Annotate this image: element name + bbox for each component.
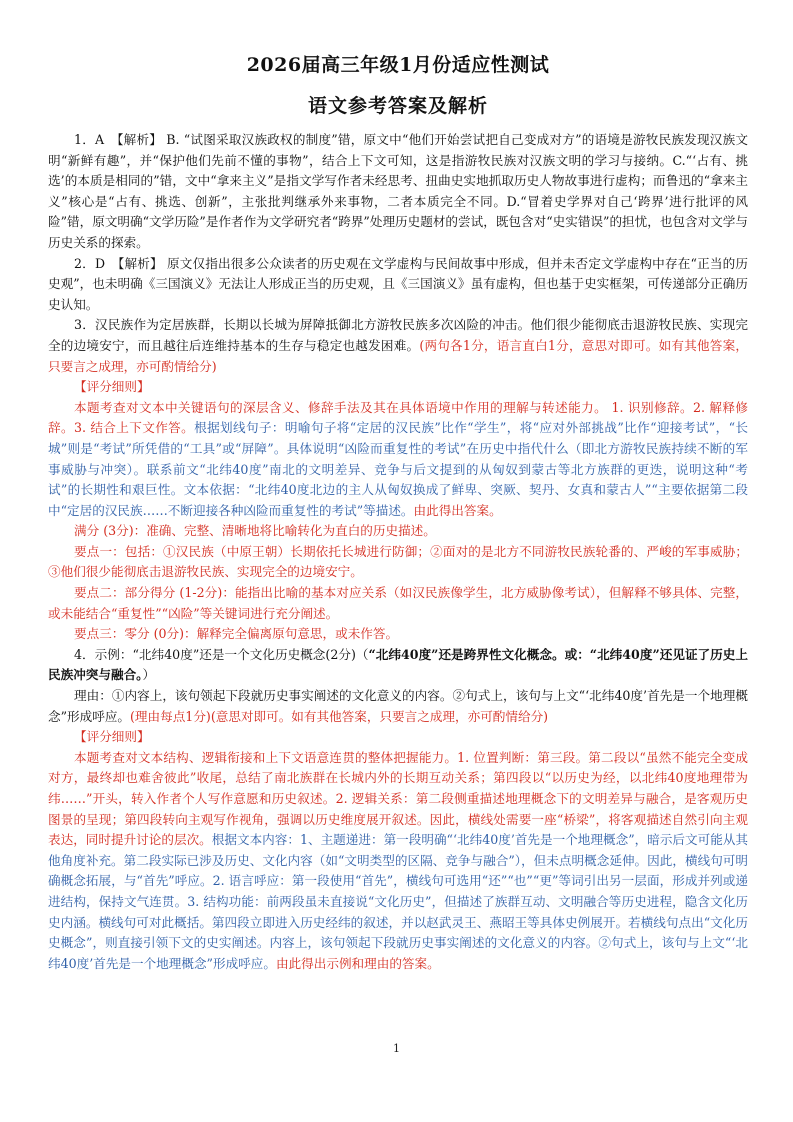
question-2-analysis: 原文仅指出很多公众读者的历史观在文学虚构与民间故事中形成，但并未否定文学虚构中存在“正当的历史观”，也未明确《三国演义》无法让人形成正当的历史观，且《三国演义》虽有虚构，但也基于史实框架，可传递部分正确历史认知。: [48, 255, 748, 312]
question-2-paragraph: [48, 254, 748, 316]
question-4-rubric-intro: 本题考查对文本结构、逻辑衔接和上下文语意连贯的整体把握能力。1. 位置判断：第三段。第二段以“虽然不能完全变成对方，最终却也难舍彼此”收尾，总结了南北族群在长城内外的长期互动关系；第四段以“以历史为经，以北纬40度地理带为纬……”开头，转入作者个人写作意愿和历史叙述。2. 逻辑关系：第二段侧重描述地理概念下的文明差异与融合，是客观历史图景的呈现；第四段转向主观写作视角，强调以历史维度展开叙述。因此，横线处需要一座“桥梁”，将客观描述自然引向主观表达，同时提升讨论的层次。: [48, 749, 748, 848]
document-page: [48, 50, 748, 974]
question-3-rubric-detail: [48, 398, 748, 522]
question-4-alternative: “北纬40度”还是跨界性文化概念。或：“北纬40度”还见证了历史上民族冲突与融合。: [48, 646, 748, 683]
question-4-reason-note: (理由每点1分)(意思对即可。如有其他答案，只要言之成理，亦可酌情给分): [130, 708, 549, 724]
question-3-full-score: 满分 (3分)：准确、完整、清晰地将比喻转化为直白的历史描述。: [74, 523, 436, 539]
question-3-scoring-note: (两句各1分，语言直白1分，意思对即可。如有其他答案，只要言之成理，亦可酌情给分): [48, 337, 748, 374]
question-2-number: 2．D 【解析】: [74, 255, 163, 271]
question-4-rubric-detail: [48, 748, 748, 975]
question-1-paragraph: [48, 130, 748, 254]
question-3-rubric-analysis: 根据划线句子：明喻句子将“定居的汉民族”比作“学生”，将“应对外部挑战”比作“迎接考试”，“长城”则是“考试”所凭借的“工具”或“屏障”。具体说明“凶险而重复性的考试”在历史中指代什么（即北方游牧民族持续不断的军事威胁与冲突）。联系前文“北纬40度”南北的文明差异、竞争与后文提到的从匈奴到蒙古等北方族群的更迭，说明这种“考试”的长期性和艰巨性。文本依据：“北纬40度北边的主人从匈奴换成了鲜卑、突厥、契丹、女真和蒙古人”“主要依据第二段中“定居的汉民族……不断迎接各种凶险而重复性的考试”等描述。: [48, 420, 748, 518]
question-3-answer: 3．汉民族作为定居族群，长期以长城为屏障抵御北方游牧民族多次凶险的冲击。他们很少能彻底击退游牧民族、实现完全的边境安宁，而且越往后连维持基本的生存与稳定也越发困难。: [48, 317, 748, 353]
question-4-rubric-conclusion: 由此得出示例和理由的答案。: [275, 955, 440, 971]
question-3-rubric-heading: [48, 377, 748, 398]
question-3-rubric-intro: 本题考查对文本中关键语句的深层含义、修辞手法及其在具体语境中作用的理解与转述能力。 1. 识别修辞。2. 解释修辞。3. 结合上下文作答。: [48, 399, 748, 436]
page-number: 1: [393, 1042, 400, 1055]
question-1-number: 1．A 【解析】: [74, 132, 163, 147]
question-3-point-3: 要点三：零分 (0分)：解释完全偏离原句意思，或未作答。: [74, 626, 399, 642]
question-3-point-2: 要点二：部分得分 (1-2分)：能指出比喻的基本对应关系（如汉民族像学生，北方威胁像考试），但解释不够具体、完整，或未能结合“重复性”“凶险”等关键词进行充分阐述。: [48, 585, 748, 621]
question-3-paragraph: [48, 315, 748, 377]
document-title: 2026届高三年级1月份适应性测试: [246, 54, 550, 76]
question-4-paragraph: [48, 645, 748, 686]
question-3-point-1: 要点一：包括：①汉民族（中原王朝）长期依托长城进行防御；②面对的是北方不同游牧民族轮番的、严峻的军事威胁；③他们很少能彻底击退游牧民族、实现完全的边境安宁。: [48, 543, 748, 580]
question-4-rubric-analysis: 根据文本内容：1、主题递进：第一段明确“‘北纬40度’首先是一个地理概念”，暗示后文可能从其他角度补充。第二段实际已涉及历史、文化内容（如“文明类型的区隔、竞争与融合”），但未点明概念延伸。因此，横线句可明确概念拓展，与“首先”呼应。2. 语言呼应：第一段使用“首先”，横线句可选用“还”“也”“更”等词引出另一层面，形成并列或递进结构，保持文气连贯。3. 结构功能：前两段虽未直接说“文化历史”，但描述了族群互动、文明融合等历史进程，隐含文化历史内涵。横线句可对此概括。第四段立即进入历史经纬的叙述，并以赵武灵王、燕昭王等具体史例展开。若横线句点出“文化历史概念”，则直接引领下文的史实阐述。内容上，该句领起下段就历史事实阐述的文化意义的内容。②句式上，该句与上文“‘北纬40度’首先是一个地理概念”形成呼应。: [48, 832, 749, 971]
question-1-analysis: B. “试图采取汉族政权的制度”错，原文中“他们开始尝试把自己变成对方”的语境是游牧民族发现汉族文明“新鲜有趣”，并“保护他们先前不懂的事物”，结合上下文可知，这是指游牧民族对汉族文明的学习与接纳。C.“‘占有、挑选’的本质是相同的”错，文中“拿来主义”是指文学写作者未经思考、扭曲史实地抓取历史人物故事进行虚构；而鲁迅的“拿来主义”核心是“占有、挑选、创新”，主张批判继承外来事物，二者本质完全不同。D.“冒着史学界对自己‘跨界’进行批评的风险”错，原文明确“文学历险”是作者作为文学研究者“跨界”处理历史题材的尝试，既包含对“史实错误”的担忧，也包含对文学与历史关系的探索。: [48, 132, 748, 250]
question-3-rubric-conclusion: 由此得出答案。: [413, 502, 502, 518]
question-4-rubric-heading: [48, 727, 748, 748]
question-4-reason-paragraph: [48, 686, 748, 727]
question-4-lead: 4．示例：“北纬40度”还是一个文化历史概念(2分)（: [74, 646, 369, 662]
rubric-tag: 【评分细则】: [74, 729, 150, 745]
question-4-reason: 理由：①内容上，该句领起下段就历史事实阐述的文化意义的内容。②句式上，该句与上文“‘北纬40度’首先是一个地理概念”形成呼应。: [48, 688, 748, 724]
question-4-lead-end: ）: [142, 667, 156, 683]
rubric-tag: 【评分细则】: [74, 379, 150, 395]
document-subtitle: 语文参考答案及解析: [307, 95, 488, 117]
